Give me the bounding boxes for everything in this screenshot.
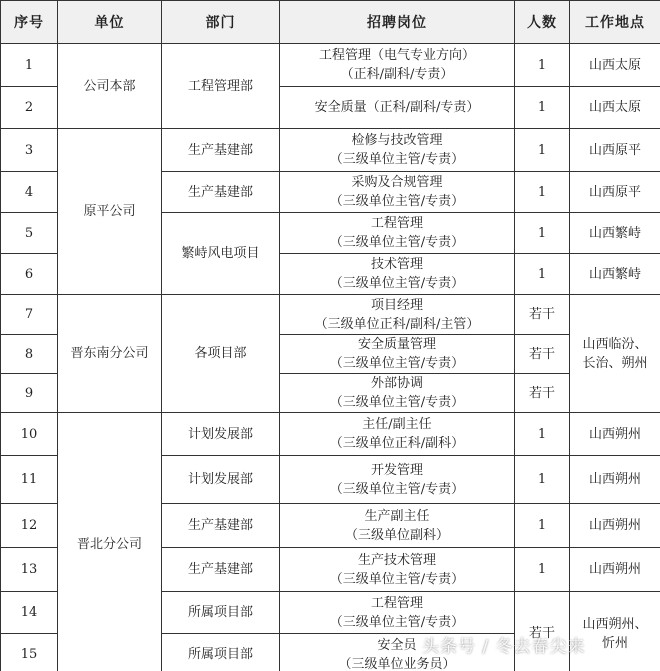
location-cell: 山西原平: [570, 172, 660, 213]
location-cell: 山西繁峙: [570, 254, 660, 295]
count-cell: 1: [515, 44, 570, 87]
dept-cell: 各项目部: [162, 295, 280, 413]
count-cell: 1: [515, 213, 570, 254]
location-cell: 山西朔州: [570, 504, 660, 548]
count-cell: 1: [515, 87, 570, 129]
seq-cell: 5: [1, 213, 58, 254]
count-cell: 若干: [515, 335, 570, 374]
location-cell: 山西朔州: [570, 548, 660, 592]
dept-cell: 生产基建部: [162, 129, 280, 172]
seq-cell: 11: [1, 456, 58, 504]
post-level: （三级单位主管/专责）: [329, 481, 465, 497]
unit-cell: 晋东南分公司: [58, 295, 162, 413]
table-row: [1, 295, 660, 335]
post-title: 安全质量管理: [357, 337, 436, 352]
post-title: 主任/副主任: [362, 417, 432, 432]
location-cell: 山西原平: [570, 129, 660, 172]
dept-cell: 工程管理部: [162, 44, 280, 129]
count-cell: 若干: [515, 295, 570, 335]
dept-cell: 繁峙风电项目: [162, 213, 280, 295]
dept-cell: 所属项目部: [162, 634, 280, 671]
post-title: 技术管理: [370, 257, 423, 272]
post-cell: [280, 172, 515, 213]
seq-cell: 12: [1, 504, 58, 548]
post-cell: [280, 213, 515, 254]
post-level: （三级单位主管/专责）: [329, 235, 465, 250]
count-cell: 1: [515, 504, 570, 548]
count-cell: 1: [515, 413, 570, 456]
post-level: （正科/副科/专责）: [340, 67, 454, 82]
post-level: （三级单位主管/专责）: [329, 614, 465, 630]
count-cell: 若干: [515, 592, 570, 671]
dept-cell: 生产基建部: [162, 548, 280, 592]
seq-cell: 2: [1, 87, 58, 129]
post-cell: [280, 592, 515, 634]
seq-cell: 6: [1, 254, 58, 295]
post-title: 安全质量（正科/副科/专责）: [314, 100, 480, 115]
seq-cell: 4: [1, 172, 58, 213]
post-title: 检修与技改管理: [351, 133, 443, 148]
location-cell: 山西太原: [570, 87, 660, 129]
post-title: 项目经理: [370, 297, 423, 313]
post-cell: [280, 44, 515, 87]
watermark-text: 头条号 / 冬去春尖来: [422, 637, 586, 657]
location-line: 忻州: [601, 635, 628, 651]
post-cell: [280, 87, 515, 129]
post-title: 工程管理: [370, 216, 423, 231]
dept-cell: 生产基建部: [162, 172, 280, 213]
count-cell: 若干: [515, 374, 570, 413]
post-cell: [280, 295, 515, 335]
count-cell: 1: [515, 172, 570, 213]
seq-cell: 3: [1, 129, 58, 172]
count-cell: 1: [515, 129, 570, 172]
table-row: [1, 129, 660, 172]
post-title: 安全员: [377, 637, 417, 653]
location-cell: 山西繁峙: [570, 213, 660, 254]
table-row: [1, 44, 660, 87]
dept-cell: 计划发展部: [162, 456, 280, 504]
dept-cell: 所属项目部: [162, 592, 280, 634]
header-post: 招聘岗位: [280, 1, 515, 44]
post-level: （三级单位业务员）: [338, 656, 456, 671]
post-level: （三级单位主管/专责）: [329, 571, 465, 587]
post-level: （三级单位主管/专责）: [329, 276, 465, 291]
count-cell: 1: [515, 254, 570, 295]
header-unit: 单位: [58, 1, 162, 44]
post-level: （三级单位副科）: [344, 527, 449, 543]
dept-cell: 计划发展部: [162, 413, 280, 456]
header-location: 工作地点: [570, 1, 660, 44]
location-line: 山西朔州、: [582, 616, 648, 632]
unit-cell: 晋北分公司: [58, 413, 162, 671]
seq-cell: 8: [1, 335, 58, 374]
post-level: （三级单位正科/副科）: [329, 436, 465, 451]
count-cell: 1: [515, 548, 570, 592]
post-level: （三级单位主管/专责）: [329, 356, 465, 371]
seq-cell: 10: [1, 413, 58, 456]
unit-cell: 原平公司: [58, 129, 162, 295]
location-cell: 山西朔州: [570, 456, 660, 504]
post-cell: [280, 374, 515, 413]
count-cell: 1: [515, 456, 570, 504]
post-title: 生产技术管理: [357, 552, 436, 568]
unit-cell: 公司本部: [58, 44, 162, 129]
post-cell: [280, 456, 515, 504]
seq-cell: 14: [1, 592, 58, 634]
post-cell: [280, 129, 515, 172]
post-title: 生产副主任: [364, 508, 430, 524]
location-cell: [570, 295, 660, 413]
post-level: （三级单位正科/副科/主管）: [314, 316, 480, 332]
post-cell: [280, 254, 515, 295]
header-row: [1, 1, 660, 44]
post-level: （三级单位主管/专责）: [329, 194, 465, 209]
dept-cell: 生产基建部: [162, 504, 280, 548]
post-cell: [280, 548, 515, 592]
seq-cell: 13: [1, 548, 58, 592]
post-cell: [280, 413, 515, 456]
header-count: 人数: [515, 1, 570, 44]
post-level: （三级单位主管/专责）: [329, 152, 465, 167]
post-level: （三级单位主管/专责）: [329, 395, 465, 410]
post-title: 工程管理: [370, 595, 423, 611]
seq-cell: 1: [1, 44, 58, 87]
table-row: [1, 413, 660, 456]
header-dept: 部门: [162, 1, 280, 44]
post-title: 采购及合规管理: [351, 175, 443, 190]
seq-cell: 15: [1, 634, 58, 671]
post-title: 开发管理: [370, 462, 423, 478]
seq-cell: 9: [1, 374, 58, 413]
seq-cell: 7: [1, 295, 58, 335]
post-cell: [280, 335, 515, 374]
post-title: 外部协调: [370, 376, 423, 391]
post-title: 工程管理（电气专业方向）: [318, 48, 475, 63]
location-cell: 山西朔州: [570, 413, 660, 456]
location-line: 长治、朔州: [582, 355, 648, 371]
header-seq: 序号: [1, 1, 58, 44]
location-cell: 山西太原: [570, 44, 660, 87]
post-cell: [280, 504, 515, 548]
location-line: 山西临汾、: [582, 336, 648, 352]
